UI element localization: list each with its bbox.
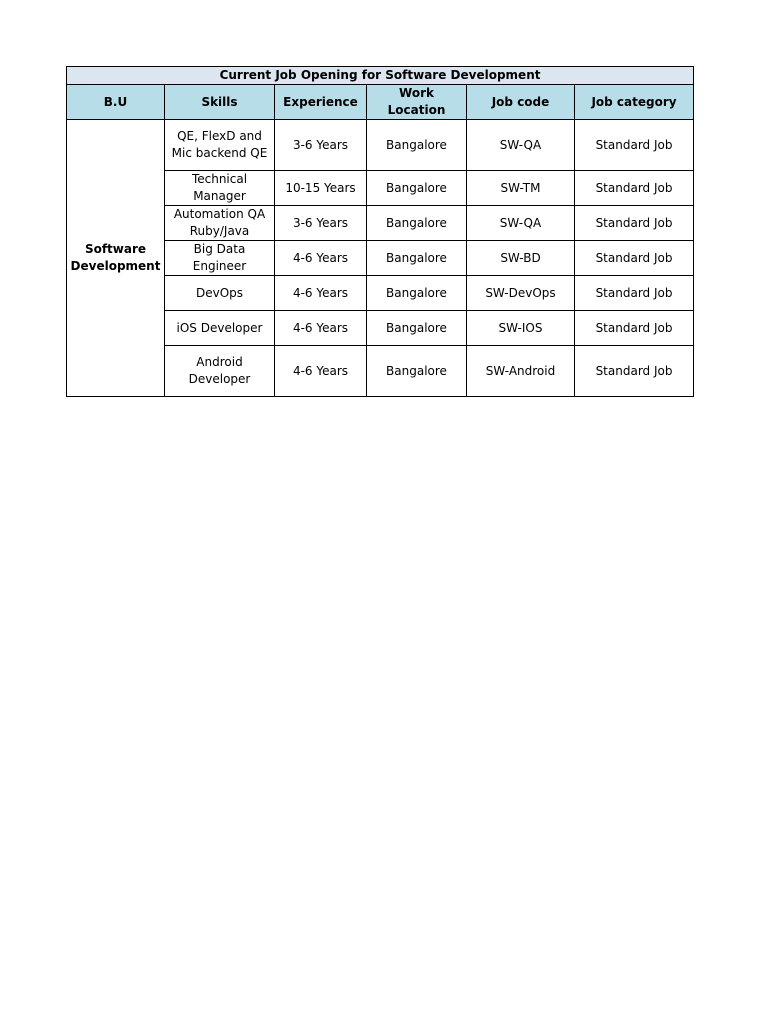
header-experience: Experience bbox=[275, 85, 367, 120]
location-cell: Bangalore bbox=[367, 241, 467, 276]
location-cell: Bangalore bbox=[367, 120, 467, 171]
table-row bbox=[67, 120, 694, 171]
header-skills: Skills bbox=[165, 85, 275, 120]
location-cell: Bangalore bbox=[367, 171, 467, 206]
experience-cell: 3-6 Years bbox=[275, 206, 367, 241]
job-category-cell: Standard Job bbox=[575, 206, 694, 241]
job-code-cell: SW-IOS bbox=[467, 311, 575, 346]
job-category-cell: Standard Job bbox=[575, 120, 694, 171]
location-cell: Bangalore bbox=[367, 346, 467, 397]
table-title-row bbox=[67, 67, 694, 85]
skill-cell: Android Developer bbox=[165, 346, 275, 397]
job-category-cell: Standard Job bbox=[575, 311, 694, 346]
job-category-cell: Standard Job bbox=[575, 276, 694, 311]
job-code-cell: SW-Android bbox=[467, 346, 575, 397]
skill-cell: iOS Developer bbox=[165, 311, 275, 346]
business-unit-cell: Software Development bbox=[67, 120, 165, 397]
experience-cell: 4-6 Years bbox=[275, 276, 367, 311]
experience-cell: 4-6 Years bbox=[275, 311, 367, 346]
header-bu: B.U bbox=[67, 85, 165, 120]
location-cell: Bangalore bbox=[367, 276, 467, 311]
experience-cell: 4-6 Years bbox=[275, 241, 367, 276]
skill-cell: Technical Manager bbox=[165, 171, 275, 206]
job-code-cell: SW-TM bbox=[467, 171, 575, 206]
skill-cell: Automation QA Ruby/Java bbox=[165, 206, 275, 241]
header-work-location: Work Location bbox=[367, 85, 467, 120]
job-openings-table bbox=[66, 66, 694, 397]
job-code-cell: SW-BD bbox=[467, 241, 575, 276]
job-code-cell: SW-QA bbox=[467, 206, 575, 241]
header-job-code: Job code bbox=[467, 85, 575, 120]
skill-cell: Big Data Engineer bbox=[165, 241, 275, 276]
job-code-cell: SW-QA bbox=[467, 120, 575, 171]
experience-cell: 10-15 Years bbox=[275, 171, 367, 206]
location-cell: Bangalore bbox=[367, 311, 467, 346]
experience-cell: 4-6 Years bbox=[275, 346, 367, 397]
header-job-category: Job category bbox=[575, 85, 694, 120]
skill-cell: QE, FlexD and Mic backend QE bbox=[165, 120, 275, 171]
experience-cell: 3-6 Years bbox=[275, 120, 367, 171]
job-category-cell: Standard Job bbox=[575, 171, 694, 206]
job-category-cell: Standard Job bbox=[575, 346, 694, 397]
location-cell: Bangalore bbox=[367, 206, 467, 241]
job-code-cell: SW-DevOps bbox=[467, 276, 575, 311]
skill-cell: DevOps bbox=[165, 276, 275, 311]
table-header-row bbox=[67, 85, 694, 120]
job-category-cell: Standard Job bbox=[575, 241, 694, 276]
table-title: Current Job Opening for Software Development bbox=[67, 67, 694, 85]
